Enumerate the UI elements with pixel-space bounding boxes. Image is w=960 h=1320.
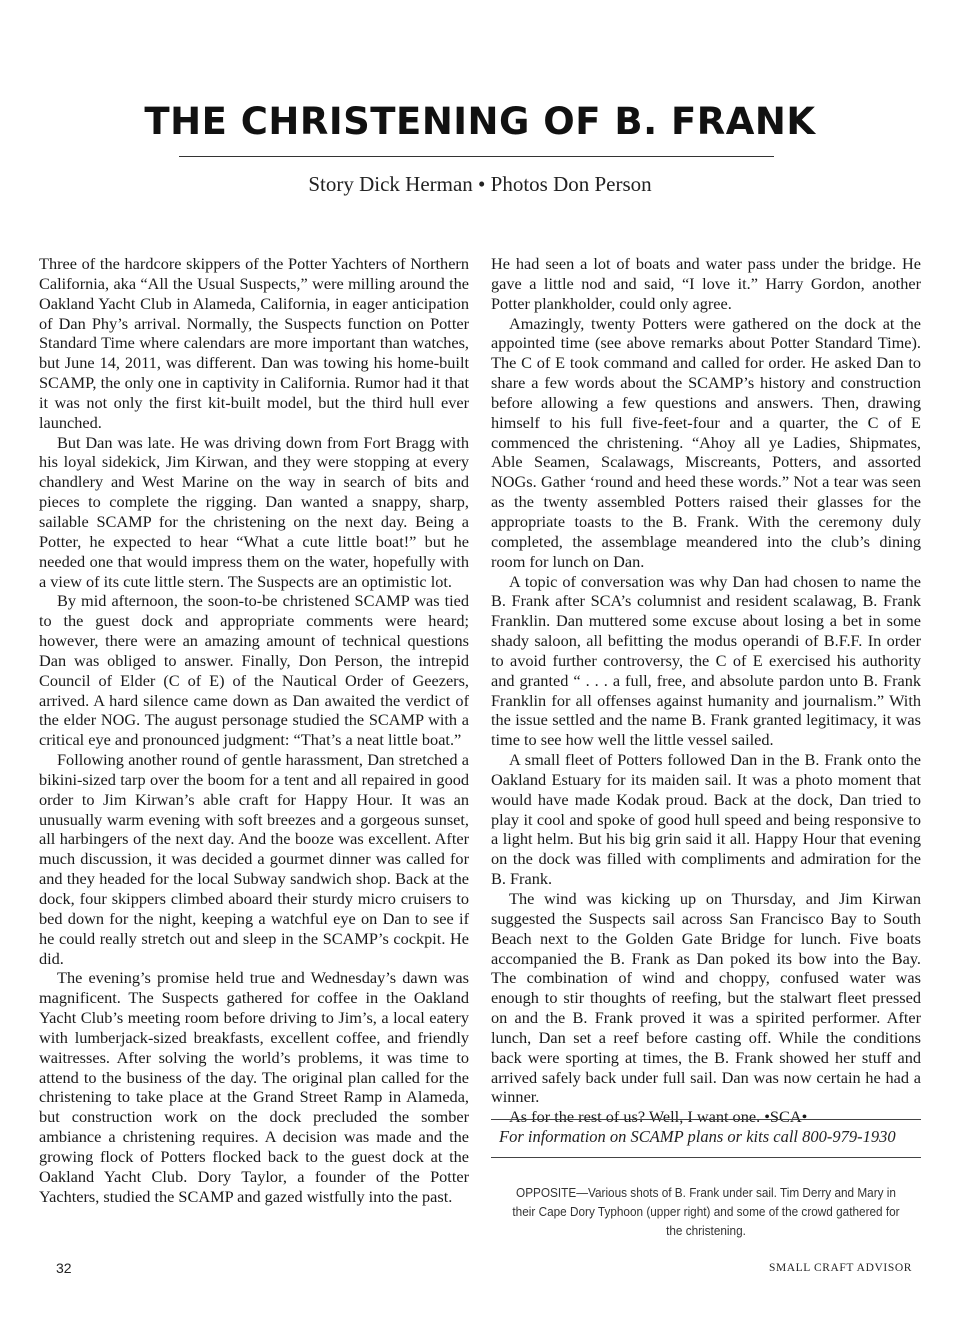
- body-column-left: [39, 254, 469, 1207]
- paragraph: But Dan was late. He was driving down from Fort Bragg with his loyal sidekick, Jim Kirwan, and they were stopping at every chandlery and West Marine on the way in search of bits and pieces to complete the rigging. Dan wanted a snappy, sharp, sailable SCAMP for the christening on the next day. Being a Potter, he expected to hear “What a cute little boat!” but he needed one that would impress them on the water, hopefully with a view of its cute little stern. The Suspects are an optimistic lot.: [39, 432, 469, 591]
- info-box-bottom-rule: [491, 1157, 921, 1158]
- paragraph: Following another round of gentle harassment, Dan stretched a bikini-sized tarp over the boom for a tent and all repaired in good order to Jim Kirwan’s able craft for Happy Hour. It was an unusually warm evening with soft breezes and a gorgeous sunset, all harbingers of the next day. And the booze was excellent. After much discussion, it was decided a gourmet dinner was called for and they headed for the local Subway sandwich shop. Back at the dock, four skippers climbed aboard their sturdy micro cruisers to bed down for the night, keeping a watchful eye on Dan to see if he could really stretch out and sleep in the SCAMP’s cockpit. He did.: [39, 750, 469, 968]
- info-box-text: For information on SCAMP plans or kits call 800-979-1930: [499, 1127, 896, 1146]
- paragraph: The wind was kicking up on Thursday, and Jim Kirwan suggested the Suspects sail across San Francisco Bay to South Beach next to the Golden Gate Bridge for lunch. Five boats accompanied the B. Frank as Dan poked its bow into the Bay. The combination of wind and choppy, confused water was enough to stir thoughts of reefing, but the stalwart fleet pressed on and the B. Frank proved it was a spirited performer. After lunch, Dan set a reef before casting off. While the conditions back were sporting at times, the B. Frank showed her stuff and arrived safely back under full sail. Dan was now certain he had a winner.: [491, 889, 921, 1107]
- info-box: [491, 1119, 921, 1158]
- paragraph: Amazingly, twenty Potters were gathered on the dock at the appointed time (see above remarks about Potter Standard Time). The C of E took command and called for order. He asked Dan to share a few words about the SCAMP’s history and construction before allowing a few questions and answers. Then, drawing himself to his full five-feet-four and a quarter, the C of E commenced the christening. “Ahoy all ye Ladies, Shipmates, Able Seamen, Scalawags, Miscreants, Potters, and assorted NOGs. Gather ‘round and heed these words.” Not a tear was seen as the twenty assembled Potters raised their glasses for the appropriate toasts to the B. Frank. With the ceremony duly completed, the assemblage meandered into the club’s dining room for lunch on Dan.: [491, 313, 921, 571]
- paragraph: A small fleet of Potters followed Dan in the B. Frank onto the Oakland Estuary for its maiden sail. It was a photo moment that would have made Kodak proud. Back at the dock, Dan tried to play it cool and spoke of good hull speed and being responsive to a light helm. But his big grin said it all. Happy Hour that evening on the dock was filled with compliments and admiration for the B. Frank.: [491, 750, 921, 889]
- paragraph: The evening’s promise held true and Wednesday’s dawn was magnificent. The Suspects gathered for coffee in the Oakland Yacht Club’s meeting room before driving to Jim’s, a local eatery with lumberjack-sized breakfasts, excellent coffee, and friendly waitresses. After solving the world’s problems, it was time to attend to the business of the day. The original plan called for the christening to take place at the Grand Street Ramp in Alameda, but construction work on the dock precluded the somber ambiance a christening requires. A decision was made and the growing flock of Potters flocked back to the guest dock at the Oakland Yacht Club. Dory Taylor, a founder of the Potter Yachters, studied the SCAMP and gazed wistfully into the past.: [39, 968, 469, 1206]
- paragraph: As for the rest of us? Well, I want one. •SCA•: [509, 1107, 808, 1127]
- paragraph: He had seen a lot of boats and water pass under the bridge. He gave a little nod and said, “I love it.” Harry Gordon, another Potter plankholder, could only agree.: [491, 254, 921, 313]
- paragraph: By mid afternoon, the soon-to-be christened SCAMP was tied to the guest dock and appropriate comments were heard; however, there were an amazing amount of technical questions Dan was obliged to answer. Finally, Don Person, the intrepid Council of Elder (C of E) of the Nautical Order of Geezers, arrived. A hard silence came down as Dan awaited the verdict of the elder NOG. The august personage studied the SCAMP with a critical eye and pronounced judgment: “That’s a neat little boat.”: [39, 591, 469, 750]
- byline: Story Dick Herman • Photos Don Person: [308, 172, 652, 196]
- paragraph: A topic of conversation was why Dan had chosen to name the B. Frank after SCA’s columnist and resident scalawag, B. Frank Franklin. Dan muttered some excuse about losing a bet in some shady saloon, all befitting the modus operandi of B.F.F. In order to avoid further controversy, the C of E exercised his authority and granted “ . . . a full, free, and absolute pardon unto B. Frank Franklin for all offenses against humanity and journalism.” With the issue settled and the name B. Frank granted legitimacy, it was time to see how well the little vessel sailed.: [491, 571, 921, 750]
- title-rule: [179, 156, 774, 157]
- photo-caption: OPPOSITE—Various shots of B. Frank under sail. Tim Derry and Mary in their Cape Dory Typhoon (upper right) and some of the crowd gathered for the christening.: [512, 1185, 900, 1238]
- article-title: THE CHRISTENING OF B. FRANK: [144, 100, 816, 143]
- page-number: 32: [56, 1260, 72, 1276]
- body-column-right: [491, 254, 921, 1127]
- magazine-name: SMALL CRAFT ADVISOR: [768, 1262, 912, 1274]
- paragraph: Three of the hardcore skippers of the Potter Yachters of Northern California, aka “All the Usual Suspects,” were milling around the Oakland Yacht Club in Alameda, California, in eager anticipation of Dan Phy’s arrival. Normally, the Suspects function on Potter Standard Time where calendars are more important than watches, but June 14, 2011, was different. Dan was towing his home-built SCAMP, the only one in captivity in California. Rumor had it that it was not only the first kit-built model, but the third hull ever launched.: [39, 254, 469, 432]
